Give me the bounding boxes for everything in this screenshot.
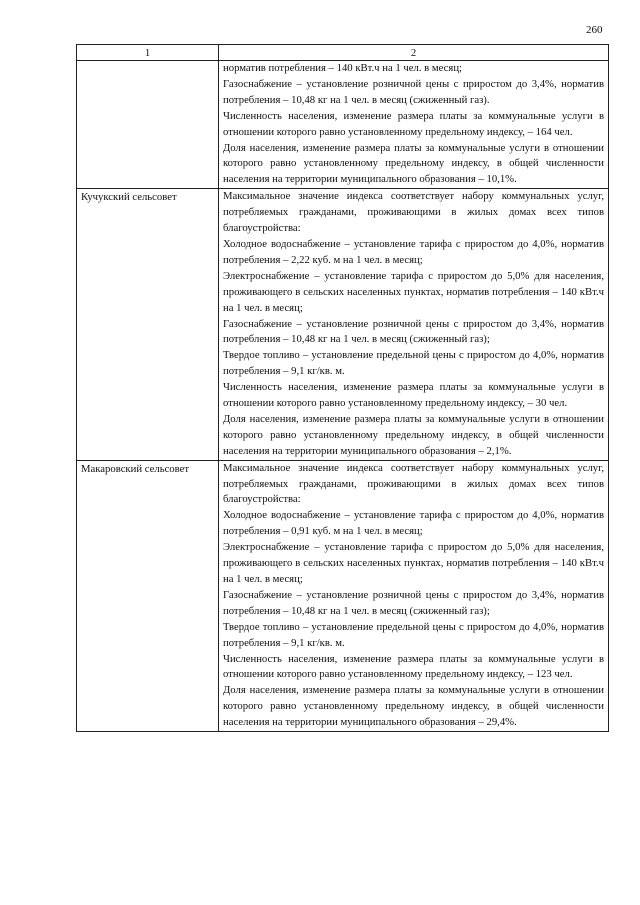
paragraph: Доля населения, изменение размера платы за коммунальные услуги в отношении которого равно установленному предельному индексу, в общей численности населения на территории муниципального образования – 2,1%. [223,412,604,457]
table-row [77,61,609,189]
page-number: 260 [586,24,603,36]
paragraph: Холодное водоснабжение – установление тарифа с приростом до 4,0%, норматив потребления – 0,91 куб. м на 1 чел. в месяц; [223,509,604,538]
region-description [219,61,609,189]
table-header-row [77,45,609,61]
region-description [219,189,609,460]
paragraph: Газоснабжение – установление розничной цены с приростом до 3,4%, норматив потребления – 10,48 кг на 1 чел. в месяц (сжиженный газ); [223,588,604,617]
indicator-table [76,44,609,732]
paragraph: Доля населения, изменение размера платы за коммунальные услуги в отношении которого равно установленному предельному индексу, в общей численности населения на территории муниципального образования – 10,1%. [223,141,604,186]
paragraph: Электроснабжение – установление тарифа с приростом до 5,0% для населения, проживающего в сельских населенных пунктах, норматив потребления – 140 кВт.ч на 1 чел. в месяц; [223,541,604,585]
paragraph: Максимальное значение индекса соответствует набору коммунальных услуг, потребляемых гражданами, проживающими в жилых домах всех типов благоустройства: [223,190,604,235]
paragraph: Численность населения, изменение размера платы за коммунальные услуги в отношении которого равно установленному предельному индексу, – 123 чел. [223,652,604,681]
region-name: Макаровский сельсовет [77,460,219,731]
paragraph: Максимальное значение индекса соответствует набору коммунальных услуг, потребляемых гражданами, проживающими в жилых домах всех типов благоустройства: [223,461,604,506]
column-header-1: 1 [77,45,219,61]
paragraph: Холодное водоснабжение – установление тарифа с приростом до 4,0%, норматив потребления – 2,22 куб. м на 1 чел. в месяц; [223,237,604,266]
table-row [77,189,609,460]
region-description [219,460,609,731]
paragraph: Твердое топливо – установление предельной цены с приростом до 4,0%, норматив потребления – 9,1 кг/кв. м. [223,620,604,649]
paragraph: Газоснабжение – установление розничной цены с приростом до 3,4%, норматив потребления – 10,48 кг на 1 чел. в месяц (сжиженный газ). [223,77,604,106]
paragraph: Твердое топливо – установление предельной цены с приростом до 4,0%, норматив потребления – 9,1 кг/кв. м. [223,349,604,378]
table-row [77,460,609,731]
paragraph: норматив потребления – 140 кВт.ч на 1 чел. в месяц; [223,62,463,74]
paragraph: Численность населения, изменение размера платы за коммунальные услуги в отношении которого равно установленному предельному индексу, – 164 чел. [223,109,604,138]
paragraph: Численность населения, изменение размера платы за коммунальные услуги в отношении которого равно установленному предельному индексу, – 30 чел. [223,381,604,410]
column-header-2: 2 [219,45,609,61]
region-name: Кучукский сельсовет [77,189,219,460]
region-name [77,61,219,189]
paragraph: Газоснабжение – установление розничной цены с приростом до 3,4%, норматив потребления – 10,48 кг на 1 чел. в месяц (сжиженный газ); [223,317,604,346]
paragraph: Электроснабжение – установление тарифа с приростом до 5,0% для населения, проживающего в сельских населенных пунктах, норматив потребления – 140 кВт.ч на 1 чел. в месяц; [223,269,604,314]
paragraph: Доля населения, изменение размера платы за коммунальные услуги в отношении которого равно установленному предельному индексу, в общей численности населения на территории муниципального образования – 29,4%. [223,684,604,729]
